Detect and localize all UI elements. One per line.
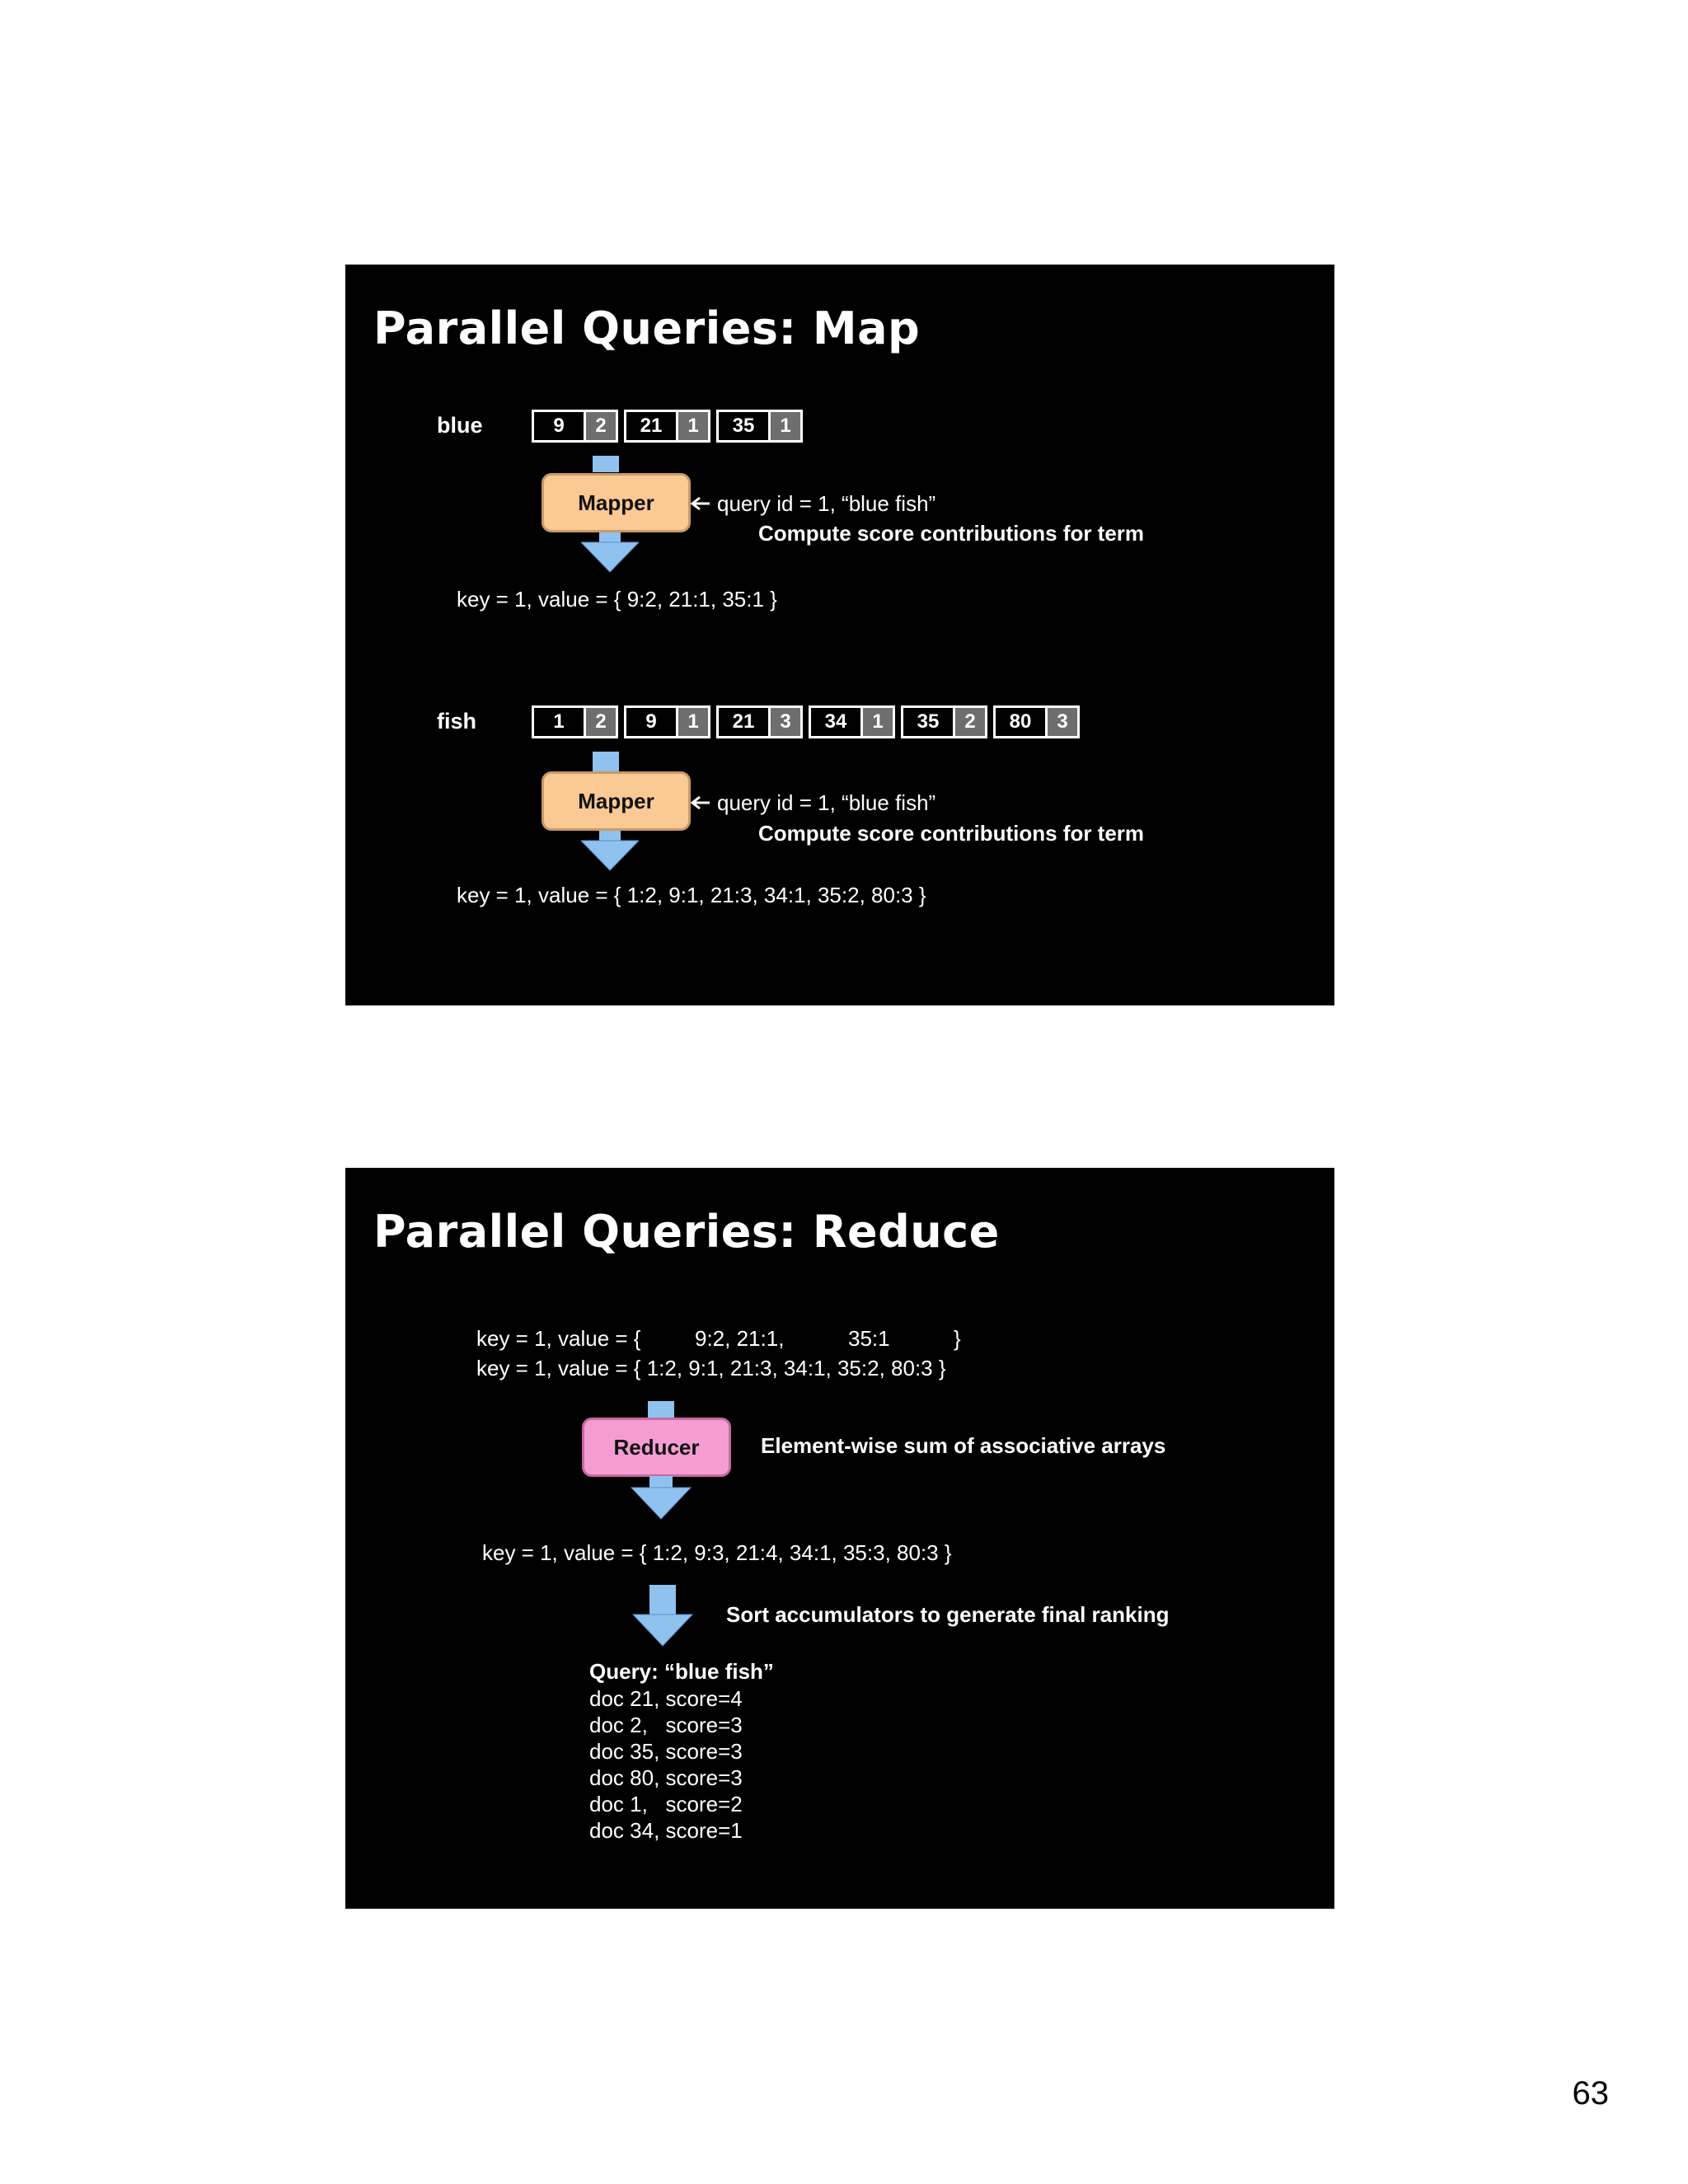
- posting: [624, 705, 710, 738]
- posting-doc-id: 1: [534, 708, 584, 736]
- posting-term-frequency: 2: [584, 412, 616, 440]
- posting-term-frequency: 2: [584, 708, 616, 736]
- term-label-fish: fish: [437, 709, 477, 733]
- slide-title: Parallel Queries: Reduce: [373, 1206, 1000, 1258]
- posting-doc-id: 35: [903, 708, 953, 736]
- slide-map: [345, 265, 1334, 1005]
- query-header: Query: “blue fish”: [589, 1659, 774, 1684]
- map-output-fish: key = 1, value = { 1:2, 9:1, 21:3, 34:1, 35:2, 80:3 }: [457, 883, 926, 907]
- reducer-box: Reducer: [582, 1418, 731, 1477]
- ranking-item: doc 2, score=3: [589, 1713, 743, 1737]
- posting-term-frequency: 2: [953, 708, 985, 736]
- posting-term-frequency: 3: [768, 708, 800, 736]
- posting: [993, 705, 1080, 738]
- arrow-down-icon: [628, 1476, 694, 1522]
- ranking-item: doc 34, score=1: [589, 1818, 743, 1843]
- arrow-left-icon: [690, 794, 711, 811]
- posting: [716, 705, 803, 738]
- posting-term-frequency: 1: [676, 412, 708, 440]
- reduce-input-1-prefix: key = 1, value = {: [476, 1326, 641, 1351]
- compute-note-blue: Compute score contributions for term: [758, 521, 1145, 546]
- posting: [624, 410, 710, 443]
- mapper-box-fish: Mapper: [542, 771, 691, 831]
- reduce-input-1-close: }: [954, 1326, 961, 1351]
- postings-list-fish: [532, 705, 1080, 738]
- reduce-input-1-part-a: 9:2, 21:1,: [695, 1326, 785, 1351]
- term-label-blue: blue: [437, 413, 483, 438]
- sort-note: Sort accumulators to generate final ranking: [726, 1602, 1170, 1627]
- page-number: 63: [1572, 2075, 1609, 2111]
- mapper-box-blue: Mapper: [542, 473, 691, 532]
- reduce-input-2: key = 1, value = { 1:2, 9:1, 21:3, 34:1, 35:2, 80:3 }: [476, 1356, 946, 1380]
- map-output-blue: key = 1, value = { 9:2, 21:1, 35:1 }: [457, 587, 777, 612]
- posting-doc-id: 34: [811, 708, 860, 736]
- posting-term-frequency: 1: [768, 412, 800, 440]
- posting-doc-id: 80: [996, 708, 1045, 736]
- posting-doc-id: 21: [626, 412, 676, 440]
- posting: [716, 410, 803, 443]
- posting-term-frequency: 3: [1045, 708, 1077, 736]
- posting: [809, 705, 895, 738]
- slide-title: Parallel Queries: Map: [373, 302, 921, 354]
- arrow-down-icon: [581, 831, 639, 872]
- posting-doc-id: 9: [534, 412, 584, 440]
- arrow-left-icon: [690, 495, 711, 512]
- posting-doc-id: 21: [719, 708, 768, 736]
- reduce-input-1-part-b: 35:1: [848, 1326, 890, 1351]
- posting-doc-id: 35: [719, 412, 768, 440]
- arrow-down-icon: [581, 532, 639, 574]
- posting: [901, 705, 987, 738]
- ranking-item: doc 21, score=4: [589, 1686, 743, 1711]
- slide-reduce: [345, 1168, 1334, 1909]
- posting-doc-id: 9: [626, 708, 676, 736]
- reduce-output: key = 1, value = { 1:2, 9:3, 21:4, 34:1, 35:3, 80:3 }: [482, 1540, 952, 1565]
- posting: [532, 410, 618, 443]
- query-note-fish: query id = 1, “blue fish”: [717, 790, 936, 815]
- ranking-list: [589, 1685, 743, 1844]
- ranking-item: doc 80, score=3: [589, 1765, 743, 1790]
- ranking-item: doc 35, score=3: [589, 1739, 743, 1764]
- compute-note-fish: Compute score contributions for term: [758, 821, 1145, 846]
- posting-term-frequency: 1: [860, 708, 893, 736]
- reducer-note: Element-wise sum of associative arrays: [761, 1433, 1166, 1458]
- posting: [532, 705, 618, 738]
- postings-list-blue: [532, 410, 803, 443]
- posting-term-frequency: 1: [676, 708, 708, 736]
- query-note-blue: query id = 1, “blue fish”: [717, 491, 936, 516]
- ranking-item: doc 1, score=2: [589, 1792, 743, 1816]
- arrow-down-icon: [630, 1585, 696, 1647]
